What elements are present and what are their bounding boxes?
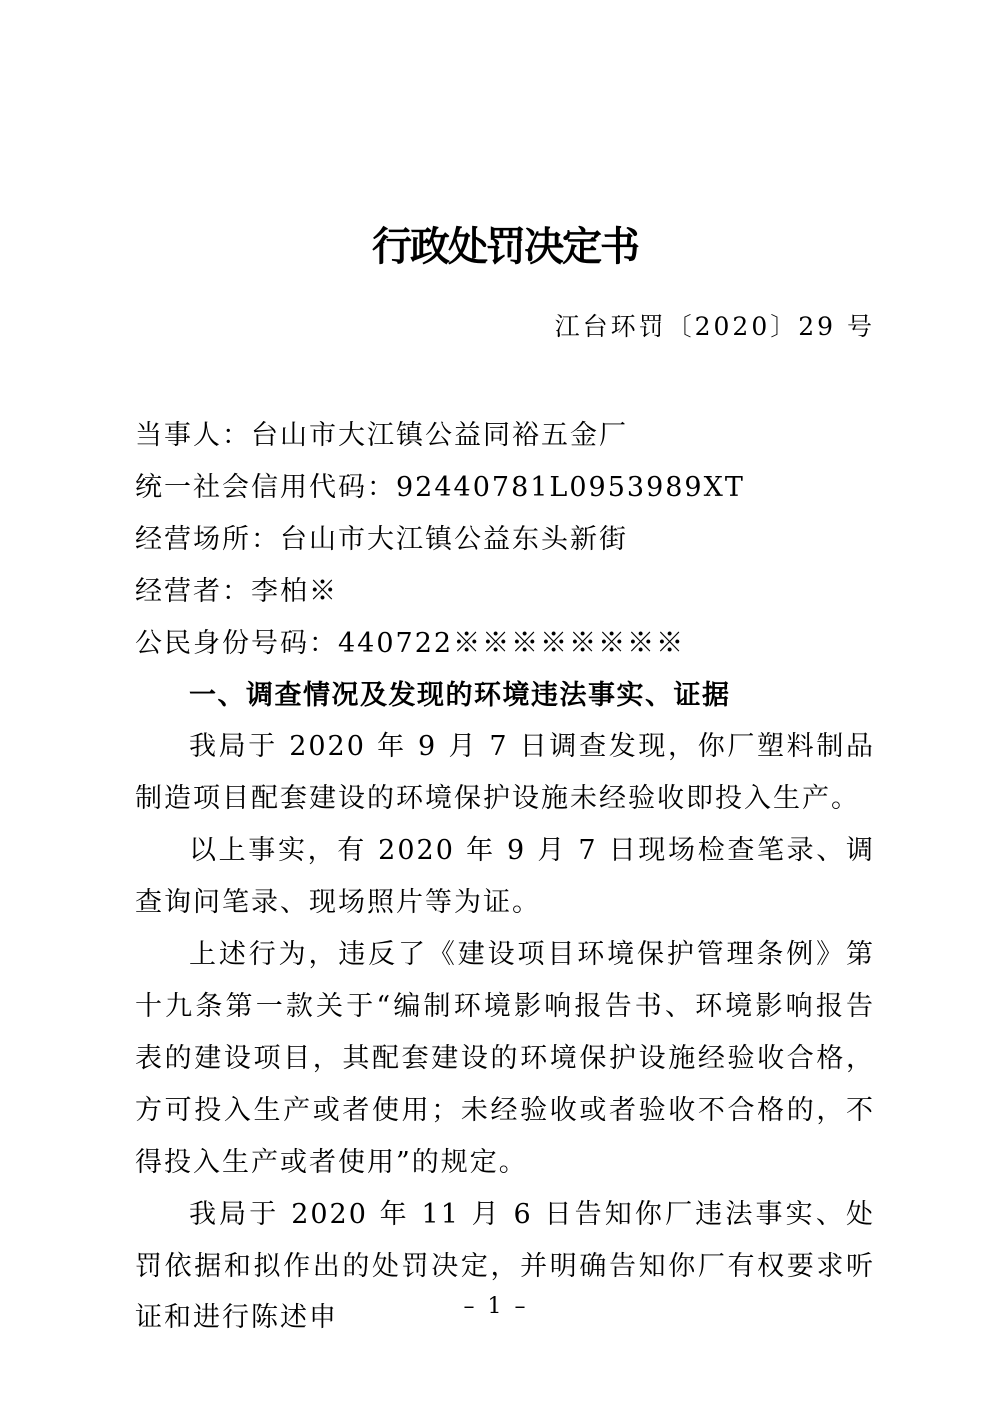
paragraph-findings: 我局于 2020 年 9 月 7 日调查发现，你厂塑料制品制造项目配套建设的环境保护设施未经验收即投入生产。: [135, 731, 875, 815]
party-line-operator: 经营者：李柏※: [135, 575, 338, 607]
paragraph-notification: 我局于 2020 年 11 月 6 日告知你厂违法事实、处罚依据和拟作出的处罚决定，并明确告知你厂有权要求听证和进行陈述申: [135, 1198, 875, 1334]
party-info-block: [135, 410, 875, 670]
party-line-business-address: 经营场所：台山市大江镇公益东头新街: [135, 523, 628, 555]
paragraph-evidence: 以上事实，有 2020 年 9 月 7 日现场检查笔录、调查询问笔录、现场照片等为证。: [135, 835, 875, 919]
party-line-name: 当事人：台山市大江镇公益同裕五金厂: [135, 420, 628, 451]
paragraph-violated-regulation: 上述行为，违反了《建设项目环境保护管理条例》第十九条第一款关于“编制环境影响报告书、环境影响报告表的建设项目，其配套建设的环境保护设施经验收合格，方可投入生产或者使用；未经验收或者验收不合格的，不得投入生产或者使用”的规定。: [135, 939, 875, 1178]
document-number: 江台环罚〔2020〕29 号: [554, 312, 875, 341]
document-body: [135, 410, 875, 1344]
section-heading-investigation: 一、调查情况及发现的环境违法事实、证据: [189, 679, 731, 711]
document-title: 行政处罚决定书: [372, 223, 638, 270]
page-number: – 1 –: [463, 1294, 529, 1319]
party-line-credit-code: 统一社会信用代码：92440781L0953989XT: [135, 471, 745, 503]
document-content: [135, 0, 875, 1344]
party-line-id-number: 公民身份号码：440722※※※※※※※※: [135, 627, 686, 659]
